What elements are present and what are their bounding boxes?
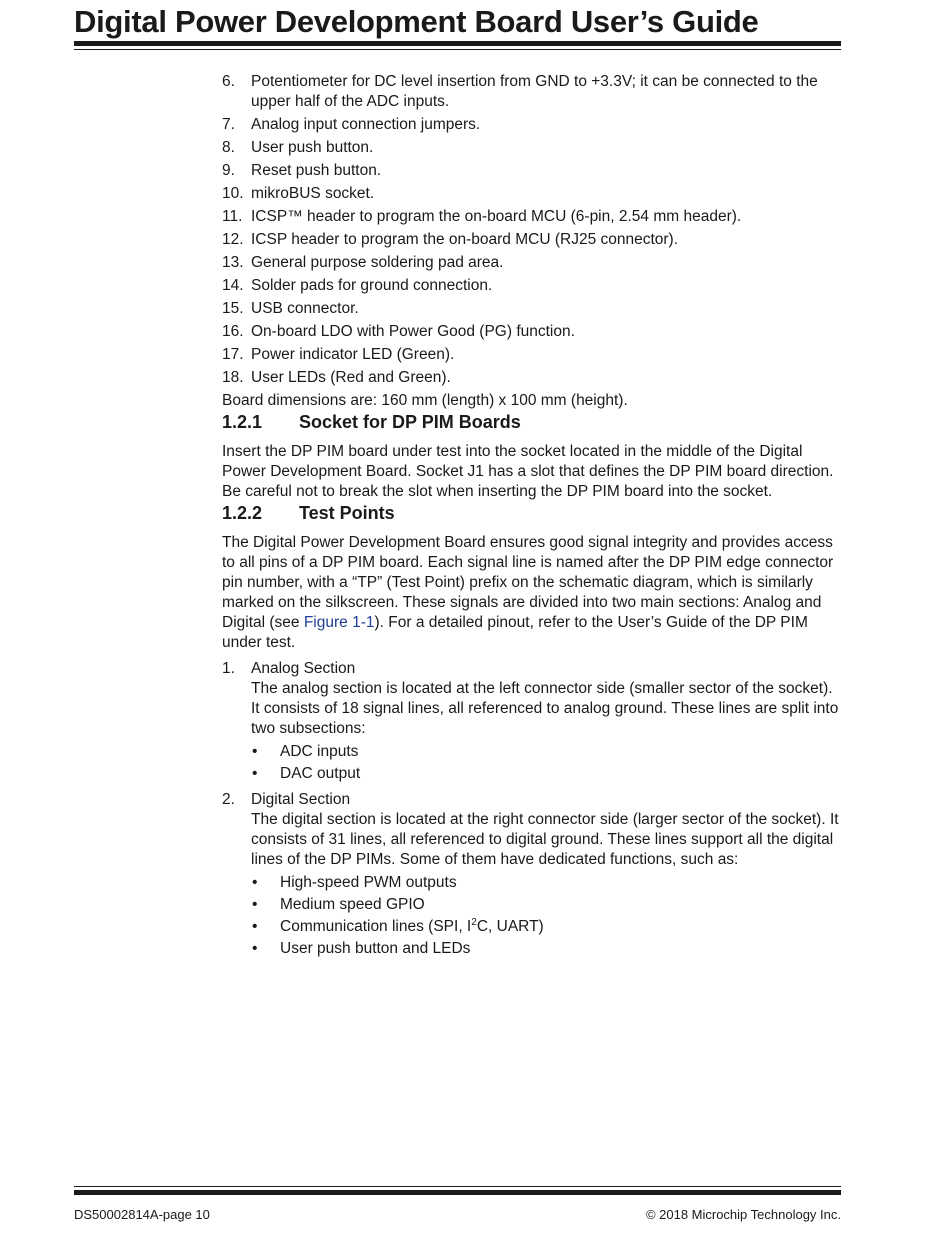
bullet-item — [251, 764, 842, 784]
section-number: 1.2.1 — [222, 412, 263, 432]
section-title: Test Points — [299, 503, 395, 523]
list-item-text: Reset push button. — [251, 162, 382, 179]
bullet-icon: • — [252, 765, 258, 782]
bullet-text: ADC inputs — [280, 743, 359, 760]
figure-link[interactable]: Figure 1-1 — [303, 614, 375, 631]
list-item — [222, 207, 842, 227]
list-item-number: 17. — [222, 346, 244, 363]
list-item — [222, 276, 842, 296]
list-item — [222, 368, 842, 388]
section-body-socket: Insert the DP PIM board under test into the socket located in the middle of the Digital Power Development Board. Socket J1 has a slot that defines the DP PIM board direction. Be careful not to break the slot when inserting the DP PIM board into the socket. — [222, 443, 834, 500]
list-item-text: Potentiometer for DC level insertion from GND to +3.3V; it can be connected to the upper half of the ADC inputs. — [251, 73, 818, 110]
list-item — [222, 115, 842, 135]
list-item — [222, 72, 842, 112]
bullet-icon: • — [252, 940, 258, 957]
list-item-text: User LEDs (Red and Green). — [251, 369, 451, 386]
comm-text-pre: Communication lines (SPI, I — [280, 918, 472, 935]
digital-section-title: Digital Section — [251, 791, 351, 808]
list-item-number: 10. — [222, 185, 244, 202]
page-content — [222, 72, 842, 965]
analog-section-text: The analog section is located at the left connector side (smaller sector of the socket). It consists of 18 signal lines, all referenced to analog ground. These lines are split into two subsections: — [251, 680, 839, 737]
list-item-text: Analog input connection jumpers. — [251, 116, 481, 133]
bullet-text: User push button and LEDs — [280, 940, 471, 957]
digital-section-item — [222, 790, 842, 959]
bullet-item — [251, 873, 842, 893]
analog-section-item — [222, 659, 842, 784]
footer-rule-thick — [74, 1190, 841, 1195]
page-header — [74, 0, 841, 41]
analog-bullets — [251, 742, 842, 784]
list-item-number: 18. — [222, 369, 244, 386]
list-item-number: 15. — [222, 300, 244, 317]
footer-copyright: © 2018 Microchip Technology Inc. — [645, 1207, 841, 1222]
section-heading-socket — [222, 411, 842, 433]
list-item-text: Power indicator LED (Green). — [251, 346, 455, 363]
list-item — [222, 230, 842, 250]
list-item-number: 12. — [222, 231, 244, 248]
bullet-text: Medium speed GPIO — [280, 896, 425, 913]
list-item-number: 6. — [222, 73, 235, 90]
header-rule-thick — [74, 41, 841, 46]
footer-doc-id: DS50002814A-page 10 — [74, 1207, 210, 1222]
body-text: ). For a detailed pinout, refer to the User’s Guide of the DP PIM under test. — [222, 614, 808, 651]
bullet-text: DAC output — [280, 765, 361, 782]
body-text: The Digital Power Development Board ensures good signal integrity and provides access to all pins of a DP PIM board. Each signal line is named after the DP PIM edge connector pin number, with a “TP” (Test Point) prefix on the schematic diagram, which is similarly marked on the silkscreen. These signals are divided into two main sections: Analog and Digital (see — [222, 534, 834, 631]
list-item-number: 8. — [222, 139, 235, 156]
bullet-item — [251, 895, 842, 915]
bullet-item — [251, 742, 842, 762]
comm-text-post: C, UART) — [476, 918, 544, 935]
test-point-sections — [222, 659, 842, 959]
document-title: Digital Power Development Board User’s Guide — [74, 4, 759, 39]
list-item-number: 16. — [222, 323, 244, 340]
list-item-text: USB connector. — [251, 300, 359, 317]
list-item — [222, 253, 842, 273]
list-item-number: 11. — [222, 208, 243, 225]
bullet-text — [280, 918, 544, 935]
list-item — [222, 299, 842, 319]
list-item — [222, 345, 842, 365]
list-item — [222, 138, 842, 158]
bullet-icon: • — [252, 918, 258, 935]
list-item-text: On-board LDO with Power Good (PG) function. — [251, 323, 575, 340]
footer-rule-thin — [74, 1186, 841, 1187]
list-item-number: 7. — [222, 116, 235, 133]
list-item-text: ICSP header to program the on-board MCU (RJ25 connector). — [251, 231, 679, 248]
header-rule-thin — [74, 49, 841, 50]
section-body-test-points — [222, 533, 842, 653]
list-item-number: 9. — [222, 162, 235, 179]
bullet-text: High-speed PWM outputs — [280, 874, 457, 891]
bullet-icon: • — [252, 874, 258, 891]
list-item-text: ICSP™ header to program the on-board MCU (6-pin, 2.54 mm header). — [251, 208, 742, 225]
list-item-text: mikroBUS socket. — [251, 185, 375, 202]
feature-list — [222, 72, 842, 388]
list-item-number: 1. — [222, 660, 235, 677]
bullet-icon: • — [252, 743, 258, 760]
bullet-item — [251, 939, 842, 959]
list-item-text: Solder pads for ground connection. — [251, 277, 493, 294]
board-dimensions-text: Board dimensions are: 160 mm (length) x 100 mm (height). — [222, 392, 628, 409]
superscript: 2 — [471, 916, 477, 928]
section-heading-test-points — [222, 502, 842, 524]
analog-section-title: Analog Section — [251, 660, 356, 677]
section-title: Socket for DP PIM Boards — [299, 412, 521, 432]
digital-section-text: The digital section is located at the right connector side (larger sector of the socket). It consists of 31 lines, all referenced to digital ground. These lines support all the digital lines of the DP PIMs. Some of them have dedicated functions, such as: — [251, 811, 839, 868]
list-item — [222, 322, 842, 342]
list-item — [222, 161, 842, 181]
list-item-number: 2. — [222, 791, 235, 808]
section-number: 1.2.2 — [222, 503, 263, 523]
digital-bullets — [251, 873, 842, 959]
bullet-item — [251, 917, 842, 937]
bullet-icon: • — [252, 896, 258, 913]
list-item-text: General purpose soldering pad area. — [251, 254, 504, 271]
list-item-text: User push button. — [251, 139, 374, 156]
list-item — [222, 184, 842, 204]
list-item-number: 14. — [222, 277, 244, 294]
list-item-number: 13. — [222, 254, 244, 271]
